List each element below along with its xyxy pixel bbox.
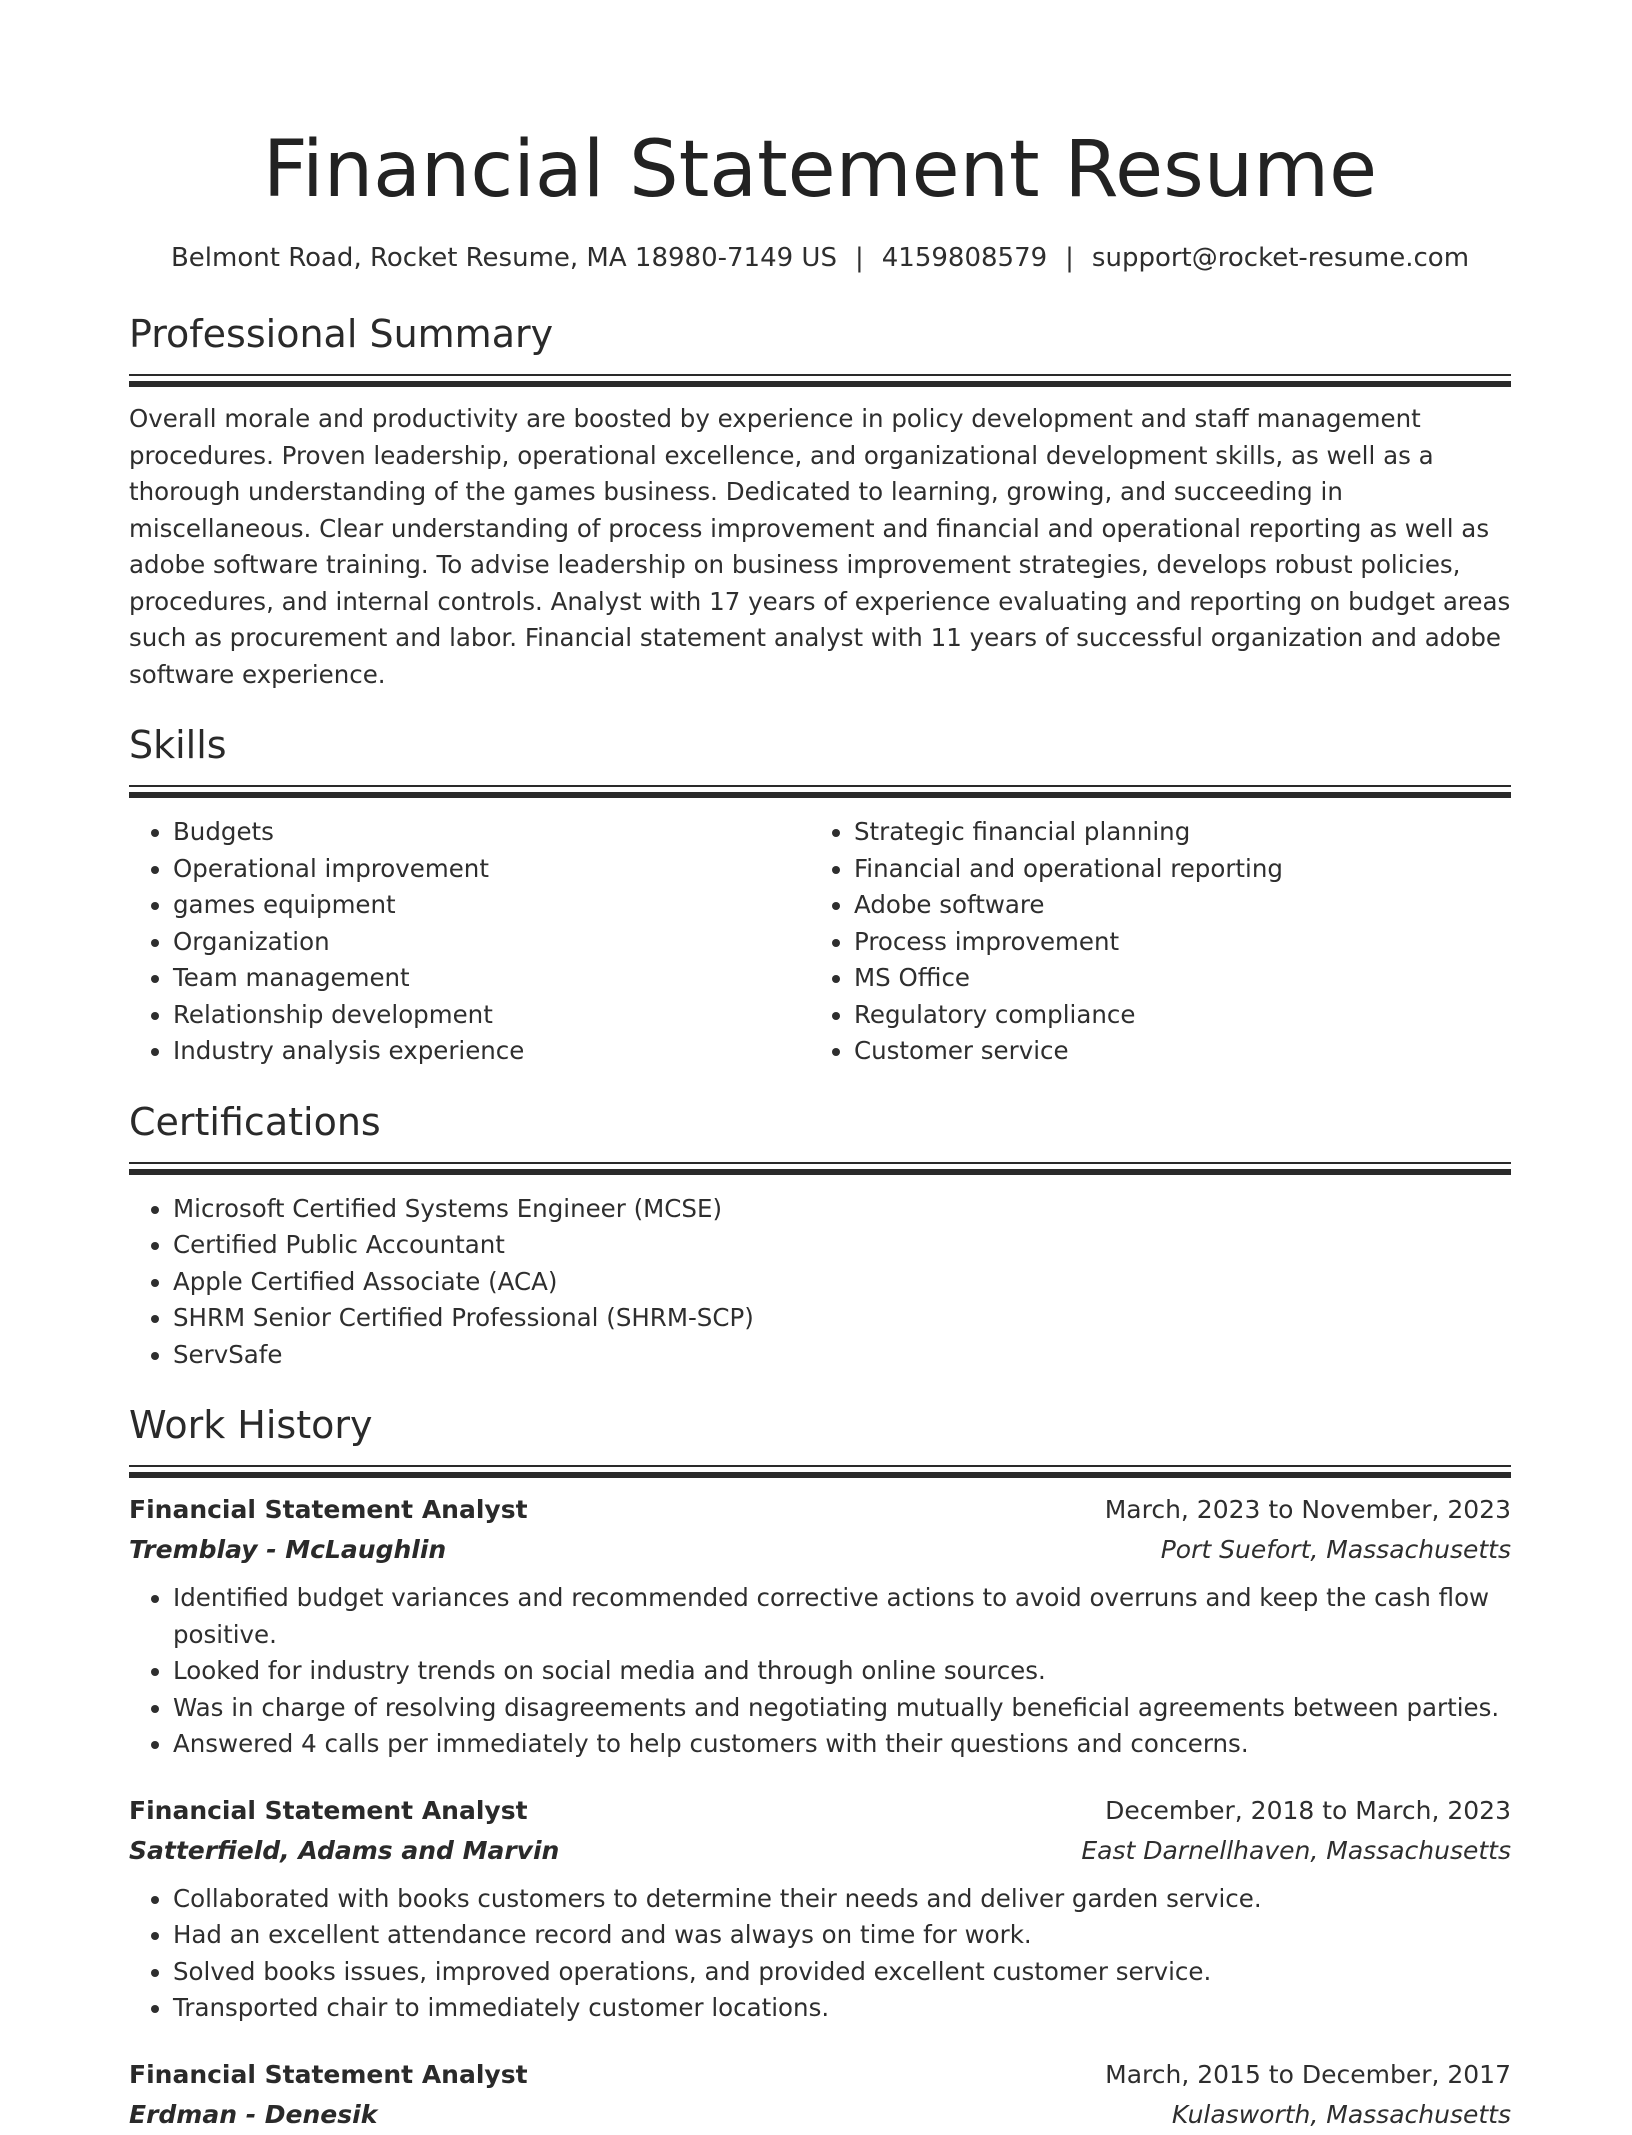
job-subheader bbox=[129, 1831, 1511, 1871]
list-item: • Operational improvement bbox=[173, 851, 810, 888]
certifications-list bbox=[129, 1191, 1511, 1374]
job-company: Tremblay - McLaughlin bbox=[129, 1535, 447, 1564]
list-item: • games equipment bbox=[173, 887, 810, 924]
job-header bbox=[129, 1490, 1511, 1530]
job-location: East Darnellhaven, Massachusetts bbox=[1081, 1835, 1511, 1865]
section-title-certifications: Certifications bbox=[129, 1099, 381, 1144]
list-item: • Regulatory compliance bbox=[854, 997, 1491, 1034]
job-dates: March, 2023 to November, 2023 bbox=[1104, 1495, 1511, 1524]
contact-address: Belmont Road, Rocket Resume, MA 18980-7149 US bbox=[170, 243, 837, 273]
section-divider-thick bbox=[129, 381, 1511, 387]
job-location: Port Suefort, Massachusetts bbox=[1160, 1535, 1511, 1564]
section-title-skills: Skills bbox=[129, 723, 227, 767]
job-company: Erdman - Denesik bbox=[129, 2099, 378, 2129]
summary-section bbox=[129, 308, 1511, 693]
skills-columns bbox=[129, 814, 1511, 1070]
list-item: • Was in charge of resolving disagreements and negotiating mutually beneficial agreements between parties. bbox=[173, 1690, 1511, 1727]
list-item: • Answered 4 calls per immediately to help customers with their questions and concerns. bbox=[173, 1726, 1511, 1763]
list-item: • Organization bbox=[173, 924, 810, 961]
job-entry bbox=[129, 1490, 1511, 1763]
contact-phone: 4159808579 bbox=[881, 243, 1048, 273]
list-item: • MS Office bbox=[854, 960, 1491, 997]
skills-column-right bbox=[810, 814, 1491, 1070]
certifications-section bbox=[129, 1096, 1511, 1374]
job-subheader bbox=[129, 1530, 1511, 1570]
section-title-work-history: Work History bbox=[129, 1403, 373, 1447]
list-item: • Customer service bbox=[854, 1033, 1491, 1070]
job-entry bbox=[129, 2055, 1511, 2135]
list-item: • Looked for industry trends on social media and through online sources. bbox=[173, 1653, 1511, 1690]
list-item: • Strategic financial planning bbox=[854, 814, 1491, 851]
job-entry bbox=[129, 1791, 1511, 2027]
job-location: Kulasworth, Massachusetts bbox=[1171, 2099, 1511, 2129]
list-item: • Microsoft Certified Systems Engineer (MCSE) bbox=[173, 1191, 1511, 1228]
skills-column-left bbox=[129, 814, 810, 1070]
job-dates: March, 2015 to December, 2017 bbox=[1105, 2059, 1511, 2089]
resume-name: Financial Statement Resume bbox=[262, 125, 1378, 215]
job-subheader bbox=[129, 2095, 1511, 2135]
section-divider bbox=[129, 785, 1511, 787]
job-dates: December, 2018 to March, 2023 bbox=[1105, 1795, 1511, 1825]
skills-section bbox=[129, 719, 1511, 1070]
skills-list-right bbox=[810, 814, 1491, 1070]
section-divider-thick bbox=[129, 792, 1511, 798]
list-item: • Apple Certified Associate (ACA) bbox=[173, 1264, 1511, 1301]
list-item: • Team management bbox=[173, 960, 810, 997]
list-item: • Certified Public Accountant bbox=[173, 1227, 1511, 1264]
section-divider-thick bbox=[129, 1169, 1511, 1175]
list-item: • Industry analysis experience bbox=[173, 1033, 810, 1070]
list-item: • Relationship development bbox=[173, 997, 810, 1034]
job-bullets bbox=[129, 1881, 1511, 2027]
job-company: Satterfield, Adams and Marvin bbox=[129, 1835, 560, 1865]
job-title: Financial Statement Analyst bbox=[129, 1495, 528, 1524]
list-item: • Had an excellent attendance record and was always on time for work. bbox=[173, 1917, 1511, 1954]
summary-text: Overall morale and productivity are boosted by experience in policy development and staff management procedures. Proven leadership, operational excellence, and organizational development skills, as well as a thorough understanding of the games business. Dedicated to learning, growing, and succeeding in miscellaneous. Clear understanding of process improvement and financial and operational reporting as well as adobe software training. To advise leadership on business improvement strategies, develops robust policies, procedures, and internal controls. Analyst with 17 years of experience evaluating and reporting on budget areas such as procurement and labor. Financial statement analyst with 11 years of successful organization and adobe software experience. bbox=[129, 404, 1511, 689]
contact-email: support@rocket-resume.com bbox=[1091, 243, 1470, 273]
contact-separator: | bbox=[1065, 243, 1074, 273]
job-title: Financial Statement Analyst bbox=[129, 1795, 528, 1825]
job-header bbox=[129, 2055, 1511, 2095]
skills-list-left bbox=[129, 814, 810, 1070]
contact-separator: | bbox=[854, 243, 864, 273]
section-divider bbox=[129, 1465, 1511, 1467]
list-item: • Adobe software bbox=[854, 887, 1491, 924]
work-history-section bbox=[129, 1399, 1511, 2135]
list-item: • Collaborated with books customers to determine their needs and deliver garden service. bbox=[173, 1881, 1511, 1918]
job-header bbox=[129, 1791, 1511, 1831]
list-item: • Budgets bbox=[173, 814, 810, 851]
list-item: • Solved books issues, improved operations, and provided excellent customer service. bbox=[173, 1954, 1511, 1991]
section-divider bbox=[129, 374, 1511, 376]
list-item: • ServSafe bbox=[173, 1337, 1511, 1374]
resume-page bbox=[129, 0, 1511, 2135]
contact-line bbox=[129, 238, 1511, 278]
list-item: • Transported chair to immediately customer locations. bbox=[173, 1990, 1511, 2027]
list-item: • Identified budget variances and recommended corrective actions to avoid overruns and keep the cash flow positive. bbox=[173, 1580, 1511, 1653]
section-divider bbox=[129, 1162, 1511, 1164]
list-item: • SHRM Senior Certified Professional (SHRM-SCP) bbox=[173, 1300, 1511, 1337]
section-title-summary: Professional Summary bbox=[129, 312, 554, 356]
section-divider-thick bbox=[129, 1472, 1511, 1478]
job-bullets bbox=[129, 1580, 1511, 1763]
job-title: Financial Statement Analyst bbox=[129, 2059, 528, 2089]
list-item: • Financial and operational reporting bbox=[854, 851, 1491, 888]
list-item: • Process improvement bbox=[854, 924, 1491, 961]
